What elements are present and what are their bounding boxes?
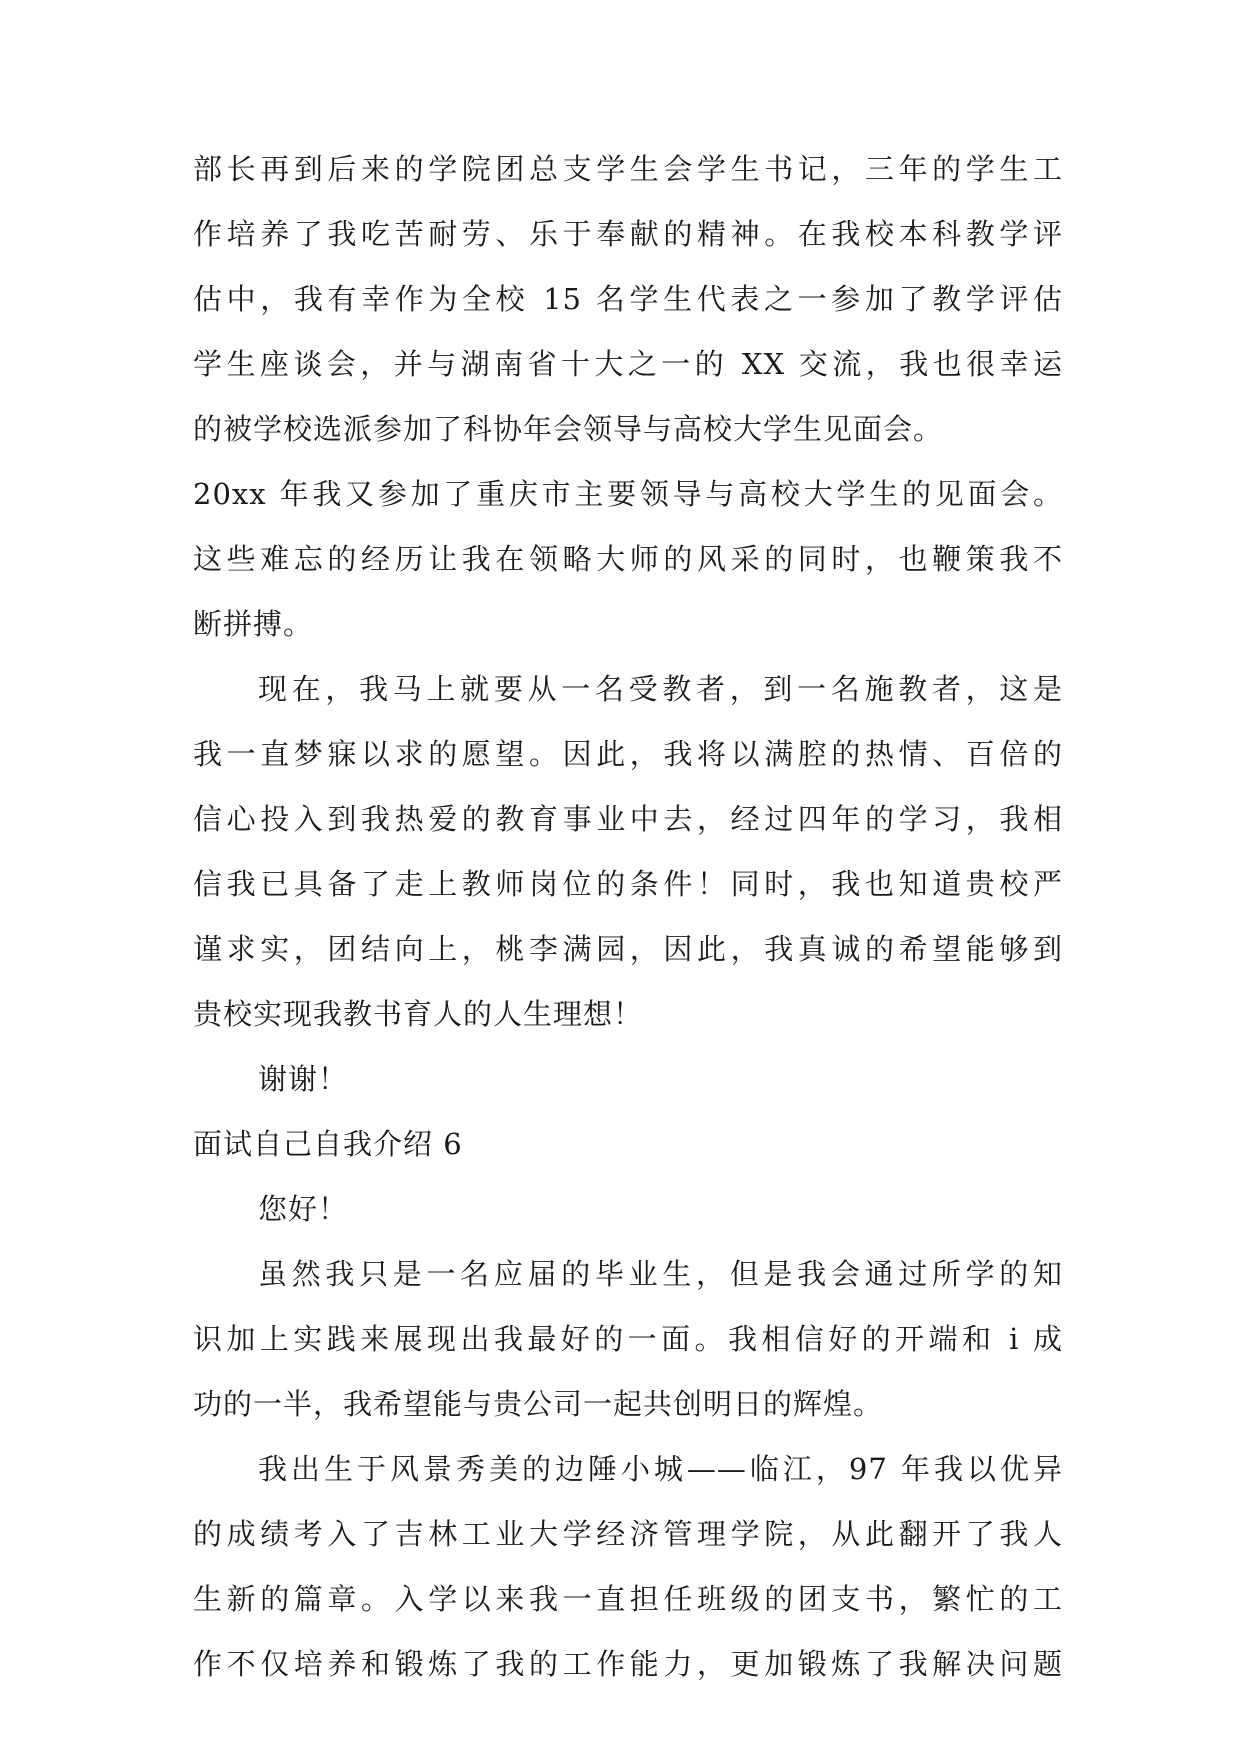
text-line: 部长再到后来的学院团总支学生会学生书记，三年的学生工	[193, 152, 1063, 186]
text-line: 贵校实现我教书育人的人生理想！	[193, 997, 644, 1031]
text-line: 识加上实践来展现出我最好的一面。我相信好的开端和 i 成	[193, 1322, 1063, 1356]
text-line: 功的一半，我希望能与贵公司一起共创明日的辉煌。	[193, 1387, 884, 1421]
section-heading: 面试自己自我介绍 6	[193, 1127, 463, 1161]
text-line: 的成绩考入了吉林工业大学经济管理学院，从此翻开了我人	[193, 1517, 1063, 1551]
text-line: 生新的篇章。入学以来我一直担任班级的团支书，繁忙的工	[193, 1582, 1063, 1616]
text-line: 这些难忘的经历让我在领略大师的风采的同时，也鞭策我不	[193, 542, 1063, 576]
paragraph-start-line: 我出生于风景秀美的边陲小城——临江，97 年我以优异	[258, 1452, 1063, 1486]
text-line: 信我已具备了走上教师岗位的条件！同时，我也知道贵校严	[193, 867, 1063, 901]
text-line: 谨求实，团结向上，桃李满园，因此，我真诚的希望能够到	[193, 932, 1063, 966]
greeting-line: 您好！	[258, 1192, 349, 1226]
text-line: 的被学校选派参加了科协年会领导与高校大学生见面会。	[193, 412, 944, 446]
text-line: 信心投入到我热爱的教育事业中去，经过四年的学习，我相	[193, 802, 1063, 836]
text-line: 作不仅培养和锻炼了我的工作能力，更加锻炼了我解决问题	[193, 1647, 1063, 1681]
text-line: 估中，我有幸作为全校 15 名学生代表之一参加了教学评估	[193, 282, 1063, 316]
text-line: 作培养了我吃苦耐劳、乐于奉献的精神。在我校本科教学评	[193, 217, 1063, 251]
paragraph-start-line: 现在，我马上就要从一名受教者，到一名施教者，这是	[258, 672, 1063, 706]
closing-line: 谢谢！	[258, 1062, 349, 1096]
paragraph-start-line: 虽然我只是一名应届的毕业生，但是我会通过所学的知	[258, 1257, 1063, 1291]
text-line: 断拼搏。	[193, 607, 314, 641]
text-line: 学生座谈会，并与湖南省十大之一的 XX 交流，我也很幸运	[193, 347, 1063, 381]
text-line: 我一直梦寐以求的愿望。因此，我将以满腔的热情、百倍的	[193, 737, 1063, 771]
text-line: 20xx 年我又参加了重庆市主要领导与高校大学生的见面会。	[193, 477, 1063, 511]
